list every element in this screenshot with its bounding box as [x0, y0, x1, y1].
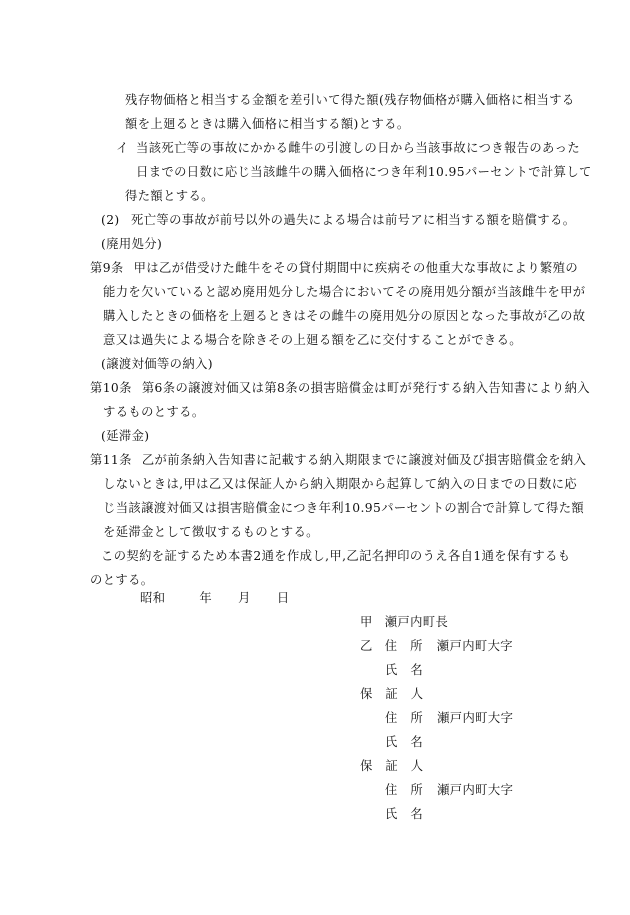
name-label: 氏 名: [385, 807, 424, 821]
address-label: 住 所: [384, 639, 423, 653]
article-9-line: 第9条 甲は乙が借受けた雌牛をその貸付期間中に疾病その他重大な事故により繁殖の: [90, 261, 579, 275]
article-9-line: 能力を欠いていると認め廃用処分した場合においてその廃用処分額が当該雌牛を甲が: [103, 285, 586, 299]
item-i-line: 得た額とする。: [125, 189, 214, 203]
party-b-mark: 乙: [360, 639, 373, 653]
guarantor-1-label: 保 証 人: [360, 687, 424, 701]
article-10-line: 第10条 第6条の譲渡対価又は第8条の損害賠償金は町が発行する納入告知書により納入: [90, 381, 590, 395]
address-label: 住 所: [385, 783, 424, 797]
article-9-paragraph: [90, 256, 585, 352]
address-value: 瀬戸内町大字: [436, 639, 513, 653]
article-11-line: を延滞金として徴収するものとする。: [103, 525, 319, 539]
continuation-line: 残存物価格と相当する金額を差引いて得た額(残存物価格が購入価格に相当する: [125, 93, 575, 107]
date-era: 昭和: [140, 591, 166, 605]
article-11-line: 第11条 乙が前条納入告知書に記載する納入期限までに譲渡対価及び損害賠償金を納入: [90, 453, 587, 467]
article-9-heading: (廃用処分): [101, 237, 163, 251]
date-year: 年: [199, 591, 213, 605]
article-11-paragraph: [90, 448, 586, 544]
guarantor-1-address-row: [385, 706, 513, 730]
article-9-line: 購入したときの価格を上廻るときはその雌牛の廃用処分の原因となった事故が乙の故: [103, 309, 586, 323]
party-a-row: [360, 610, 448, 634]
date-day: 日: [276, 591, 290, 605]
article-11-number: 第11条: [90, 453, 132, 467]
address-value: 瀬戸内町大字: [437, 783, 514, 797]
name-label: 氏 名: [385, 663, 424, 677]
closing-paragraph: [90, 544, 571, 592]
name-label: 氏 名: [385, 735, 424, 749]
party-a-mark: 甲: [360, 615, 373, 629]
item-i-paragraph: [125, 136, 592, 208]
address-value: 瀬戸内町大字: [437, 711, 514, 725]
party-a-name: 瀬戸内町長: [384, 615, 449, 629]
date-month: 月: [238, 591, 251, 605]
continuation-paragraph: [125, 88, 575, 136]
article-10-number: 第10条: [90, 381, 132, 395]
article-10-heading: (譲渡対価等の納入): [101, 357, 213, 371]
article-9-line: 意又は過失による場合を除きその上廻る額を乙に交付することができる。: [103, 333, 522, 347]
article-11-heading: (延滞金): [101, 429, 150, 443]
item-i-label: イ: [116, 141, 129, 155]
address-label: 住 所: [385, 711, 424, 725]
party-b-address-row: [360, 634, 513, 658]
party-b-name-row: [385, 658, 423, 682]
article-11-line: じ当該譲渡対価又は損害賠償金につき年利10.95パーセントの割合で計算して得た額: [103, 501, 585, 515]
closing-line: この契約を証するため本書2通を作成し,甲,乙記名押印のうえ各自1通を保有するも: [101, 549, 571, 563]
date-line: [140, 586, 290, 610]
item-i-line: 日までの日数に応じ当該雌牛の購入価格につき年利10.95パーセントで計算して: [136, 165, 592, 179]
article-10-line: するものとする。: [103, 405, 205, 419]
item-2-text: 死亡等の事故が前号以外の過失による場合は前号アに相当する額を賠償する。: [131, 213, 576, 227]
continuation-line: 額を上廻るときは購入価格に相当する額)とする。: [125, 117, 410, 131]
item-i-line: 当該死亡等の事故にかかる雌牛の引渡しの日から当該事故につき報告のあった: [136, 141, 581, 155]
article-9-number: 第9条: [90, 261, 124, 275]
guarantor-1-name-row: [385, 730, 423, 754]
guarantor-2-name-row: [385, 802, 423, 826]
closing-line: のとする。: [90, 573, 154, 587]
article-11-line: しないときは,甲は乙又は保証人から納入期限から起算して納入の日までの日数に応: [103, 477, 578, 491]
item-2-label: (2): [101, 213, 120, 227]
guarantor-2-label: 保 証 人: [360, 759, 424, 773]
guarantor-2-address-row: [385, 778, 513, 802]
article-10-paragraph: [90, 376, 590, 424]
